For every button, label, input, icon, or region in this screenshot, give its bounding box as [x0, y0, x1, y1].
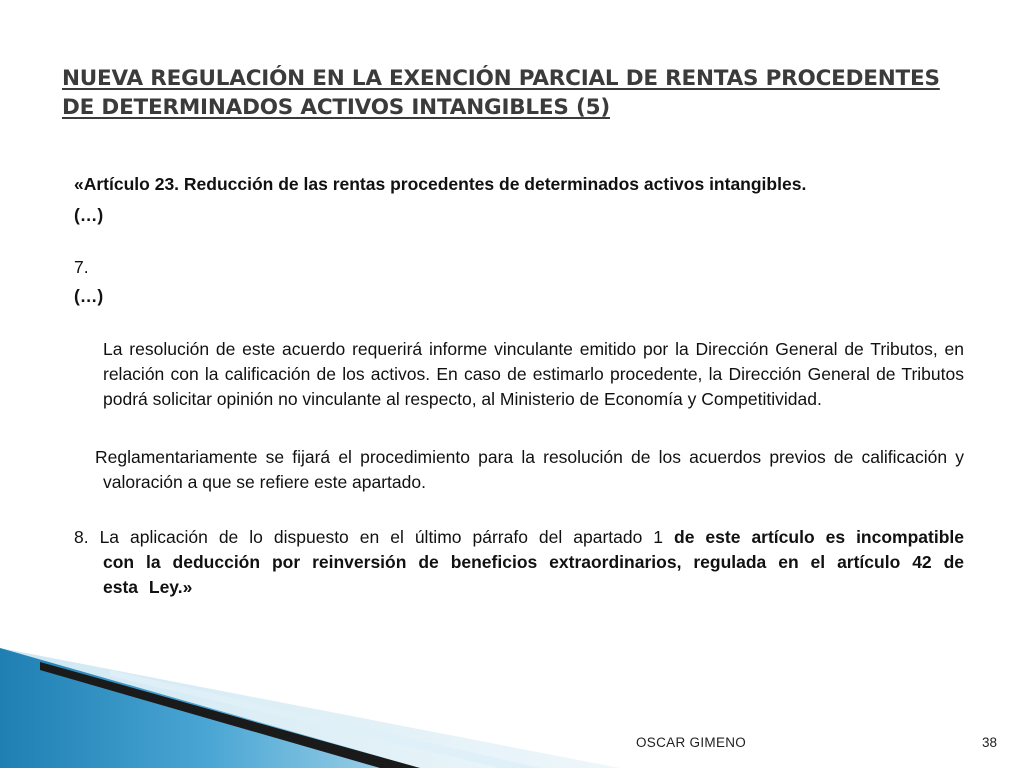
- footer-author: OSCAR GIMENO: [636, 735, 747, 750]
- paragraph-reglamentariamente: Reglamentariamente se fijará el procedimiento para la resolución de los acuerdos previos de calificación y valoración a que se refiere este apartado.: [95, 447, 964, 492]
- paragraph-apartado-8: [74, 525, 964, 600]
- slide-body: [74, 172, 964, 600]
- ellipsis-1: (…): [74, 205, 104, 225]
- slide-title: [62, 64, 962, 122]
- article-heading: «Artículo 23. Reducción de las rentas procedentes de determinados activos intangibles.: [74, 174, 807, 194]
- paragraph-informe-vinculante: La resolución de este acuerdo requerirá informe vinculante emitido por la Dirección General de Tributos, en relación con la calificación de los activos. En caso de estimarlo procedente, la Dirección General de Tributos podrá solicitar opinión no vinculante al respecto, al Ministerio de Economía y Competitividad.: [103, 339, 964, 409]
- paragraph-apartado-8-bold: de este artículo es incompatible con la deducción por reinversión de beneficios extraordinarios, regulada en el artículo 42 de esta Ley.»: [103, 527, 965, 597]
- section-7-label: 7.: [74, 257, 89, 277]
- corner-decoration: [0, 640, 620, 768]
- title-line-2: DE DETERMINADOS ACTIVOS INTANGIBLES (5): [62, 95, 610, 120]
- title-line-1: NUEVA REGULACIÓN EN LA EXENCIÓN PARCIAL DE RENTAS PROCEDENTES: [62, 66, 940, 91]
- paragraph-apartado-8-plain: 8. La aplicación de lo dispuesto en el último párrafo del apartado 1: [74, 527, 675, 547]
- page-number: 38: [982, 735, 998, 750]
- decor-blue-band: [0, 648, 420, 768]
- ellipsis-2: (…): [74, 286, 104, 306]
